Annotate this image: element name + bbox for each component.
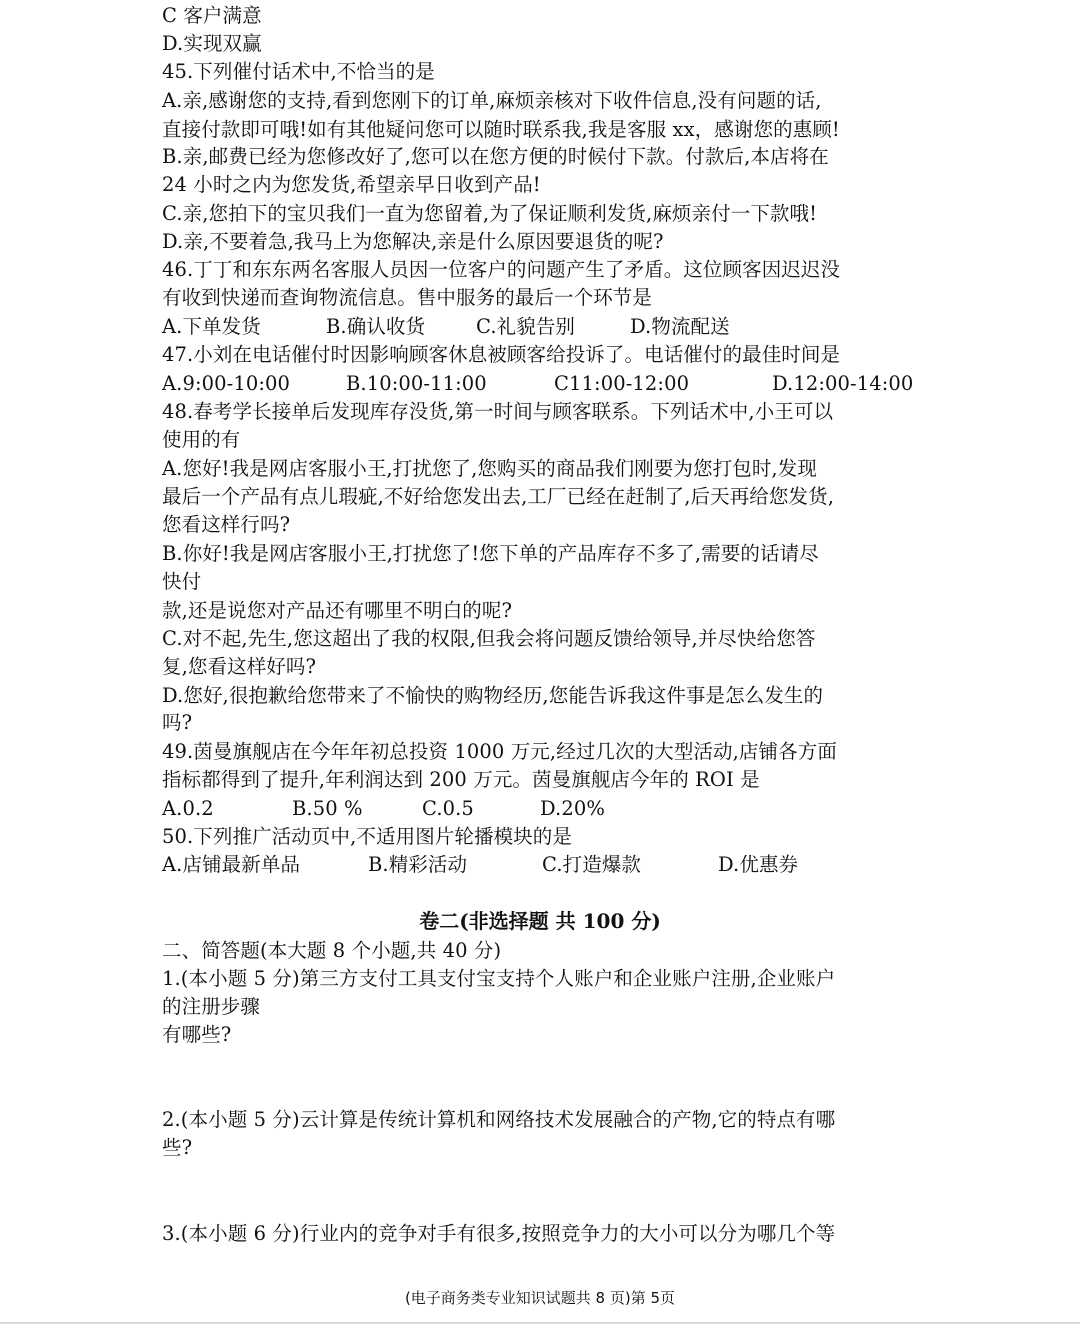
q50-option-b: B.精彩活动	[368, 853, 468, 876]
q47-option-b: B.10:00-11:00	[346, 372, 487, 395]
part2-title: 卷二(非选择题 共 100 分)	[419, 909, 661, 933]
q48-option-c-line1: C.对不起,先生,您这超出了我的权限,但我会将问题反馈给领导,并尽快给您答	[162, 627, 816, 650]
page-footer: (电子商务类专业知识试题共 8 页)第 5页	[404, 1289, 676, 1307]
q48-option-d-line1: D.您好,很抱歉给您带来了不愉快的购物经历,您能告诉我这件事是怎么发生的	[162, 684, 824, 707]
q47-option-a: A.9:00-10:00	[162, 372, 291, 395]
q48-option-a-line2: 最后一个产品有点儿瑕疵,不好给您发出去,工厂已经在赶制了,后天再给您发货,	[162, 485, 834, 508]
q44-option-d: D.实现双赢	[162, 32, 262, 55]
short-q1-line3: 有哪些?	[162, 1023, 232, 1046]
q49-option-a: A.0.2	[162, 797, 214, 820]
q46-stem-line2: 有收到快递而查询物流信息。售中服务的最后一个环节是	[162, 286, 653, 309]
q46-option-c: C.礼貌告别	[476, 315, 576, 338]
short-q3-line1: 3.(本小题 6 分)行业内的竞争对手有很多,按照竞争力的大小可以分为哪几个等	[162, 1222, 836, 1245]
short-q2-line1: 2.(本小题 5 分)云计算是传统计算机和网络技术发展融合的产物,它的特点有哪	[162, 1108, 836, 1131]
q48-stem-line1: 48.春考学长接单后发现库存没货,第一时间与顾客联系。下列话术中,小王可以	[162, 400, 834, 423]
q45-option-b-line2: 24 小时之内为您发货,希望亲早日收到产品!	[162, 173, 541, 196]
q49-option-b: B.50 %	[292, 797, 363, 820]
q47-stem: 47.小刘在电话催付时因影响顾客休息被顾客给投诉了。电话催付的最佳时间是	[162, 343, 841, 366]
q49-stem-line2: 指标都得到了提升,年利润达到 200 万元。茵曼旗舰店今年的 ROI 是	[162, 768, 760, 791]
q49-option-c: C.0.5	[422, 797, 474, 820]
q48-option-b-line2: 快付	[162, 570, 202, 593]
q48-option-c-line2: 复,您看这样好吗?	[162, 655, 317, 678]
short-q1-line1: 1.(本小题 5 分)第三方支付工具支付宝支持个人账户和企业账户注册,企业账户	[162, 967, 836, 990]
q47-option-d: D.12:00-14:00	[772, 372, 914, 395]
q48-stem-line2: 使用的有	[162, 428, 241, 451]
q48-option-b-line1: B.你好!我是网店客服小王,打扰您了!您下单的产品库存不多了,需要的话请尽	[162, 542, 819, 565]
q50-option-d: D.优惠券	[718, 853, 799, 876]
q46-option-d: D.物流配送	[630, 315, 730, 338]
short-q2-line2: 些?	[162, 1136, 193, 1159]
q46-stem-line1: 46.丁丁和东东两名客服人员因一位客户的问题产生了矛盾。这位顾客因迟迟没	[162, 258, 841, 281]
q45-option-b-line1: B.亲,邮费已经为您修改好了,您可以在您方便的时候付下款。付款后,本店将在	[162, 145, 829, 168]
q50-option-c: C.打造爆款	[542, 853, 642, 876]
short-q1-line2: 的注册步骤	[162, 995, 261, 1018]
q45-stem: 45.下列催付话术中,不恰当的是	[162, 60, 435, 83]
q48-option-a-line3: 您看这样行吗?	[162, 513, 291, 536]
q48-option-b-line3: 款,还是说您对产品还有哪里不明白的呢?	[162, 599, 513, 622]
q49-stem-line1: 49.茵曼旗舰店在今年年初总投资 1000 万元,经过几次的大型活动,店铺各方面	[162, 740, 837, 763]
part2-section-heading: 二、简答题(本大题 8 个小题,共 40 分)	[162, 939, 502, 962]
q49-option-d: D.20%	[540, 797, 605, 820]
q48-option-d-line2: 吗?	[162, 711, 193, 734]
q44-option-c: C 客户满意	[162, 4, 262, 27]
q48-option-a-line1: A.您好!我是网店客服小王,打扰您了,您购买的商品我们刚要为您打包时,发现	[162, 457, 817, 480]
q46-option-a: A.下单发货	[162, 315, 261, 338]
q46-option-b: B.确认收货	[326, 315, 426, 338]
q45-option-a-line2: 直接付款即可哦!如有其他疑问您可以随时联系我,我是客服 xx，感谢您的惠顾!	[162, 118, 840, 141]
page-bottom-edge	[0, 1322, 1080, 1324]
q50-stem: 50.下列推广活动页中,不适用图片轮播模块的是	[162, 825, 573, 848]
q45-option-c: C.亲,您拍下的宝贝我们一直为您留着,为了保证顺利发货,麻烦亲付一下款哦!	[162, 202, 818, 225]
q45-option-a-line1: A.亲,感谢您的支持,看到您刚下的订单,麻烦亲核对下收件信息,没有问题的话,	[162, 89, 822, 112]
q47-option-c: C11:00-12:00	[554, 372, 690, 395]
q50-option-a: A.店铺最新单品	[162, 853, 301, 876]
q45-option-d: D.亲,不要着急,我马上为您解决,亲是什么原因要退货的呢?	[162, 230, 664, 253]
